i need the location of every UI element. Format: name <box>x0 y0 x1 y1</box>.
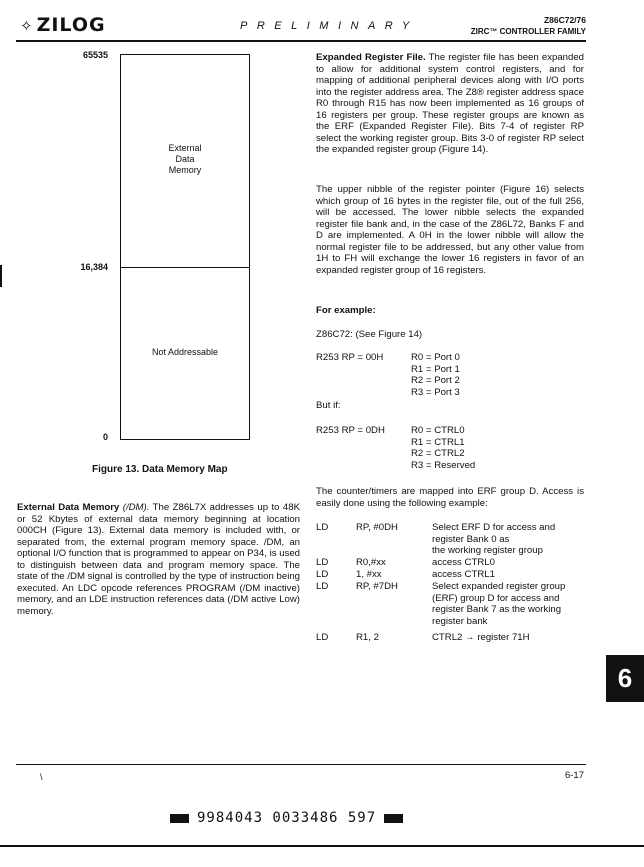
register-line: R1 = CTRL1 <box>411 436 465 448</box>
paragraph-body: The register file has been expanded to allow for additional system control registers, and for mapping of additional peripheral devices along with I/O ports into the register address area. The Z8® register address space R0 through R15 has now been implemented as 16 groups of 16 registers per group. These register groups are known as the ERF (Expanded Register File). Bits 7-4 of register RP select the working register group. Bits 3-0 of register RP select the expanded register group (Figure 14). <box>316 52 585 155</box>
code-arg: R0,#xx <box>356 557 386 568</box>
code-op: LD <box>316 557 329 568</box>
scan-edge <box>0 845 644 847</box>
heading-signal: (/DM). <box>119 502 150 513</box>
code-op: LD <box>316 632 329 643</box>
register-line: R2 = Port 2 <box>411 375 460 386</box>
region-label-line: External <box>168 143 202 153</box>
code-desc <box>432 569 592 581</box>
region-label-line: Memory <box>168 165 202 175</box>
region-not-addressable: Not Addressable <box>151 347 219 357</box>
code-desc <box>432 581 592 627</box>
desc-line: access CTRL1 <box>432 569 495 580</box>
desc-line: CTRL2 → register 71H <box>432 632 530 643</box>
example-reference: Z86C72: (See Figure 14) <box>316 329 423 340</box>
timers-paragraph: The counter/timers are mapped into ERF group D. Access is easily done using the following example: <box>316 486 584 509</box>
example2-registers <box>411 425 475 471</box>
zilog-mark-icon: ✧ <box>20 17 34 35</box>
erf-paragraph <box>316 52 584 156</box>
desc-line: Select ERF D for access and <box>432 522 556 533</box>
code-arg: RP, #0DH <box>356 522 398 533</box>
external-data-memory-paragraph <box>17 502 300 617</box>
code-desc <box>432 557 592 569</box>
desc-line: (ERF) group D for access and <box>432 592 560 604</box>
code-op: LD <box>316 522 329 533</box>
section-heading: External Data Memory <box>17 502 120 513</box>
section-heading: Expanded Register File. <box>316 52 426 63</box>
register-line: R0 = CTRL0 <box>411 425 465 436</box>
code-arg: RP, #7DH <box>356 581 398 592</box>
address-16384: 16,384 <box>80 262 108 272</box>
footer-tick: \ <box>40 772 43 782</box>
example1-rp: R253 RP = 00H <box>316 352 384 363</box>
code-op: LD <box>316 569 329 580</box>
preliminary-banner: PRELIMINARY <box>240 20 419 32</box>
chapter-tab: 6 <box>606 655 644 702</box>
register-line: R3 = Reserved <box>411 459 476 471</box>
code-arg: R1, 2 <box>356 632 379 643</box>
for-example-heading: For example: <box>316 305 376 316</box>
register-line: R1 = Port 1 <box>411 363 460 375</box>
header-rule <box>16 40 586 42</box>
memory-map-divider <box>120 267 250 268</box>
footer-rule <box>16 764 586 765</box>
desc-line: Select expanded register group <box>432 581 566 592</box>
part-number-block <box>471 15 586 37</box>
zilog-logo <box>20 14 106 36</box>
code-desc <box>432 632 592 644</box>
desc-line: register Bank 0 as <box>432 533 510 545</box>
region-external-data-memory <box>120 143 250 176</box>
desc-line: register Bank 7 as the working <box>432 604 562 615</box>
margin-mark <box>0 265 2 287</box>
code-arg: 1, #xx <box>356 569 382 580</box>
but-if-label: But if: <box>316 400 341 411</box>
address-0: 0 <box>102 432 108 442</box>
figure-caption: Figure 13. Data Memory Map <box>92 464 228 475</box>
desc-line: register bank <box>432 615 488 627</box>
product-family: ZIRC™ CONTROLLER FAMILY <box>470 27 586 36</box>
part-number: Z86C72/76 <box>543 15 586 25</box>
barcode-line <box>162 810 411 826</box>
example2-rp: R253 RP = 0DH <box>316 425 385 436</box>
desc-line: the working register group <box>432 545 543 556</box>
code-op: LD <box>316 581 329 592</box>
barcode-number: 9984043 0033486 597 <box>197 810 377 826</box>
register-line: R0 = Port 0 <box>411 352 460 363</box>
address-65535: 65535 <box>82 50 108 60</box>
register-line: R3 = Port 3 <box>411 386 460 398</box>
desc-line: access CTRL0 <box>432 557 495 568</box>
code-desc <box>432 522 592 557</box>
memory-map-box <box>120 54 250 440</box>
example1-registers <box>411 352 460 398</box>
paragraph-body: The Z86L7X addresses up to 48K or 52 Kbytes of external data memory beginning at location 000CH (Figure 13). External data memory is included with, or separated from, the external program memory space. /DM, an optional I/O function that is programmed to appear on P34, is used to distinguish between data and program memory space. The state of the /DM signal is controlled by the type of instruction being executed. An LDC opcode references PROGRAM (/DM inactive) memory, and an LDE instruction references data (/DM active Low) memory. <box>17 502 300 617</box>
register-line: R2 = CTRL2 <box>411 448 465 459</box>
barcode-block-icon <box>170 814 189 823</box>
nibble-paragraph: The upper nibble of the register pointer (Figure 16) selects which group of 16 bytes in the register file, out of the full 256, will be accessed. The lower nibble selects the expanded register file bank and, in the case of the Z86L72, Banks F and D are implemented. A 0H in the lower nibble will allow the normal register file to be addressed, but any other value from 1H to FH will exchange the lower 16 registers in favor of an expanded register group of 16 registers. <box>316 184 584 276</box>
barcode-block-icon <box>384 814 403 823</box>
logo-text: ZILOG <box>36 14 106 36</box>
page-number: 6-17 <box>564 770 584 781</box>
region-label-line: Data <box>175 154 195 164</box>
